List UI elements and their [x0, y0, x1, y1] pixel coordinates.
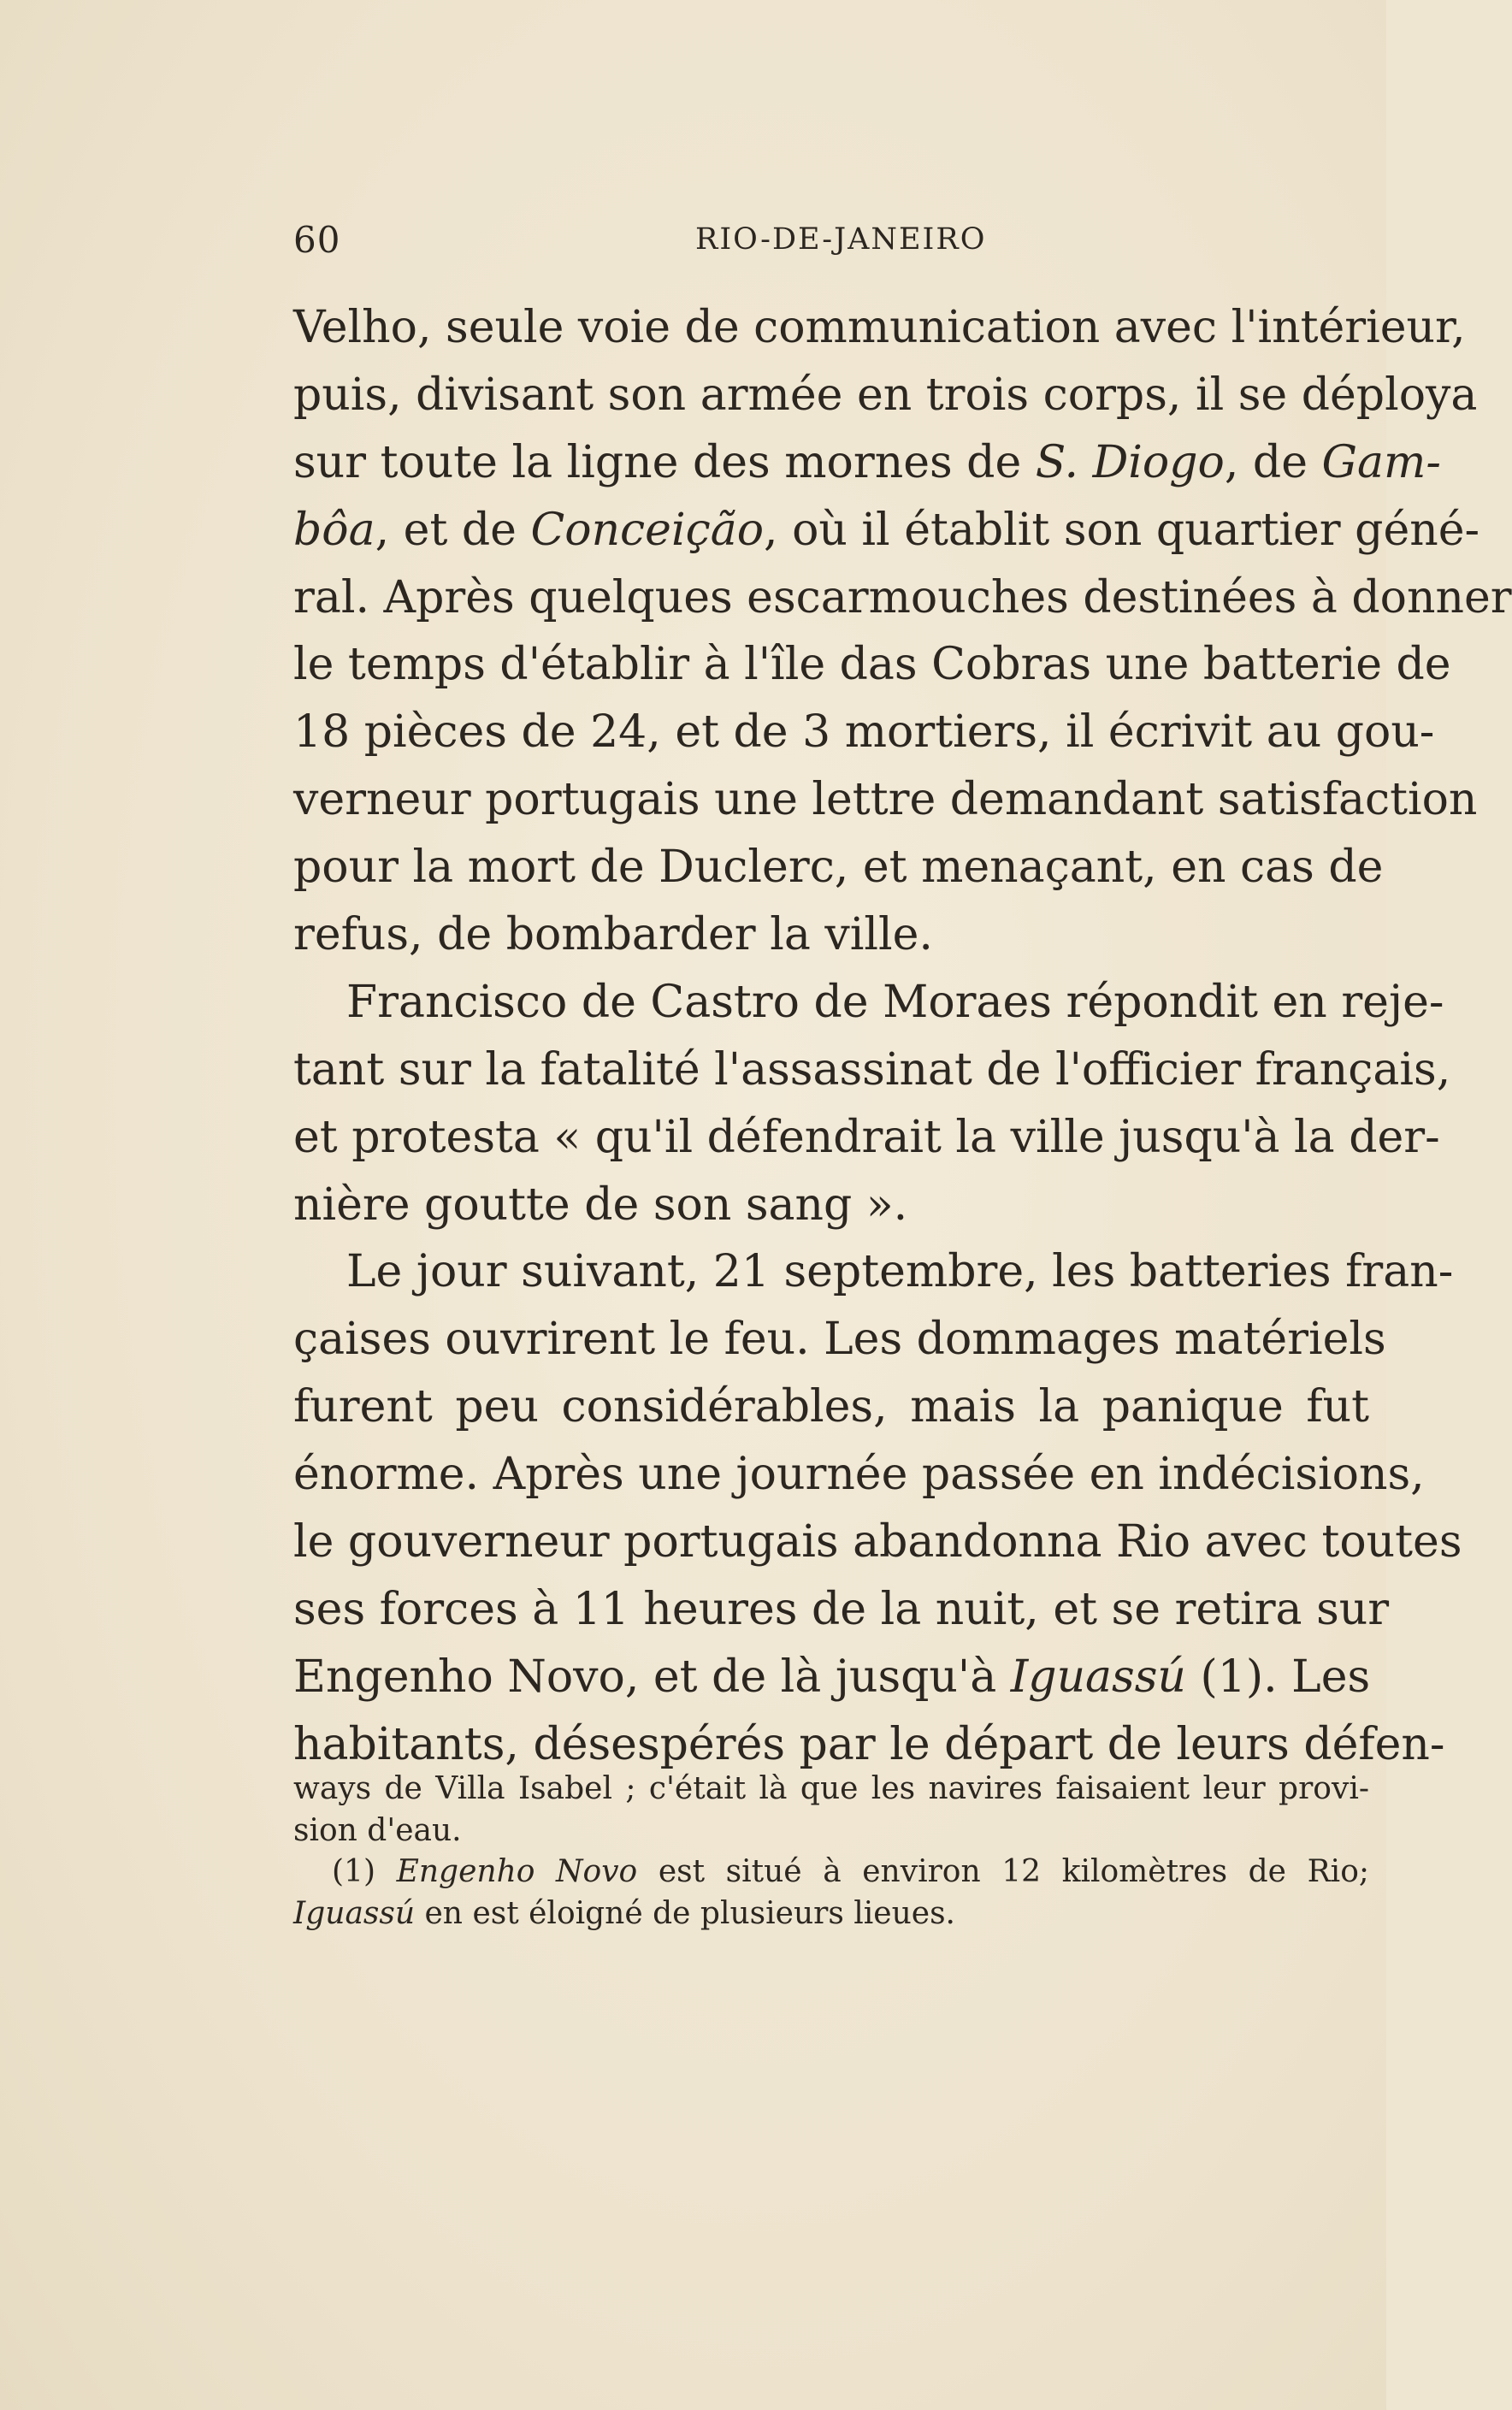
text-segment: ways de Villa Isabel ; c'était là que les navires faisaient leur provi- — [293, 1771, 1369, 1806]
text-line — [293, 834, 1384, 901]
text-line — [293, 1644, 1369, 1711]
footnote-line — [293, 1852, 1369, 1893]
text-segment: , de — [1224, 436, 1322, 488]
text-line — [293, 1172, 1369, 1239]
text-segment: Velho, seule voie de communication avec l'intérieur, — [293, 302, 1466, 353]
text-segment: , et de — [375, 504, 531, 556]
text-segment: tant sur la fatalité l'assassinat de l'officier français, — [293, 1043, 1451, 1096]
page-number: 60 — [293, 219, 341, 261]
text-segment: , où il établit son quartier géné- — [764, 504, 1480, 556]
italic-text: Engenho Novo — [396, 1854, 638, 1889]
text-segment: ses forces à 11 heures de la nuit, et se retira sur — [293, 1583, 1390, 1635]
text-segment: (1) — [332, 1854, 397, 1889]
footnote-line — [293, 1810, 1369, 1852]
italic-text: Iguassú — [293, 1895, 416, 1931]
text-segment: pour la mort de Duclerc, et menaçant, en cas de — [293, 842, 1384, 894]
text-line — [293, 497, 1480, 564]
page-header — [293, 219, 1371, 270]
text-segment: Le jour suivant, 21 septembre, les batteries fran- — [346, 1246, 1454, 1298]
text-line — [293, 429, 1441, 497]
text-line — [293, 901, 1369, 969]
text-line — [293, 564, 1512, 632]
text-segment: ral. Après quelques escarmouches destinées à donner — [293, 571, 1512, 623]
text-segment: puis, divisant son armée en trois corps, il se déploya — [293, 369, 1478, 421]
text-line — [293, 1441, 1425, 1509]
text-line — [293, 1576, 1390, 1644]
text-segment: et protesta « qu'il défendrait la ville jusqu'à la der- — [293, 1111, 1440, 1163]
text-line — [293, 1037, 1451, 1104]
footnote-line — [293, 1769, 1369, 1810]
text-line — [293, 1306, 1386, 1373]
text-line — [293, 1104, 1440, 1172]
text-segment: 18 pièces de 24, et de 3 mortiers, il écrivit au gou- — [293, 706, 1435, 759]
text-line — [293, 766, 1478, 834]
text-line — [293, 631, 1451, 699]
italic-text: S. Diogo — [1035, 436, 1225, 488]
text-line — [293, 969, 1444, 1037]
text-segment: verneur portugais une lettre demandant satisfaction — [293, 774, 1478, 826]
text-segment: énorme. Après une journée passée en indécisions, — [293, 1449, 1425, 1501]
text-segment: Engenho Novo, et de là jusqu'à — [293, 1651, 1011, 1703]
text-segment: le temps d'établir à l'île das Cobras une batterie de — [293, 639, 1451, 691]
text-segment: refus, de bombarder la ville. — [293, 909, 933, 961]
running-title: RIO-DE-JANEIRO — [695, 222, 987, 257]
text-segment: en est éloigné de plusieurs lieues. — [415, 1895, 955, 1931]
text-segment: est situé à environ 12 kilomètres de Rio; — [637, 1854, 1370, 1889]
text-segment: sion d'eau. — [293, 1812, 462, 1848]
italic-text: Conceição — [530, 504, 765, 556]
text-line — [293, 1373, 1369, 1441]
text-line — [293, 1238, 1454, 1306]
text-line — [293, 294, 1466, 362]
text-line — [293, 699, 1435, 766]
text-segment: sur toute la ligne des mornes de — [293, 436, 1036, 488]
text-segment: nière goutte de son sang ». — [293, 1178, 908, 1231]
text-segment: çaises ouvrirent le feu. Les dommages matériels — [293, 1314, 1386, 1366]
footnote-line — [293, 1893, 1369, 1935]
italic-text: Iguassú — [1010, 1651, 1186, 1703]
text-line — [293, 1509, 1462, 1576]
body-text — [293, 294, 1512, 1779]
text-segment: habitants, désespérés par le départ de leurs défen- — [293, 1718, 1445, 1770]
italic-text: bôa — [293, 504, 375, 556]
text-segment: Francisco de Castro de Moraes répondit en reje- — [346, 976, 1444, 1028]
text-segment: furent peu considérables, mais la panique fut — [293, 1381, 1369, 1433]
footnotes — [293, 1769, 1369, 1934]
text-segment: le gouverneur portugais abandonna Rio avec toutes — [293, 1516, 1462, 1568]
text-segment: (1). Les — [1185, 1651, 1371, 1703]
text-line — [293, 362, 1478, 429]
italic-text: Gam- — [1321, 436, 1441, 488]
